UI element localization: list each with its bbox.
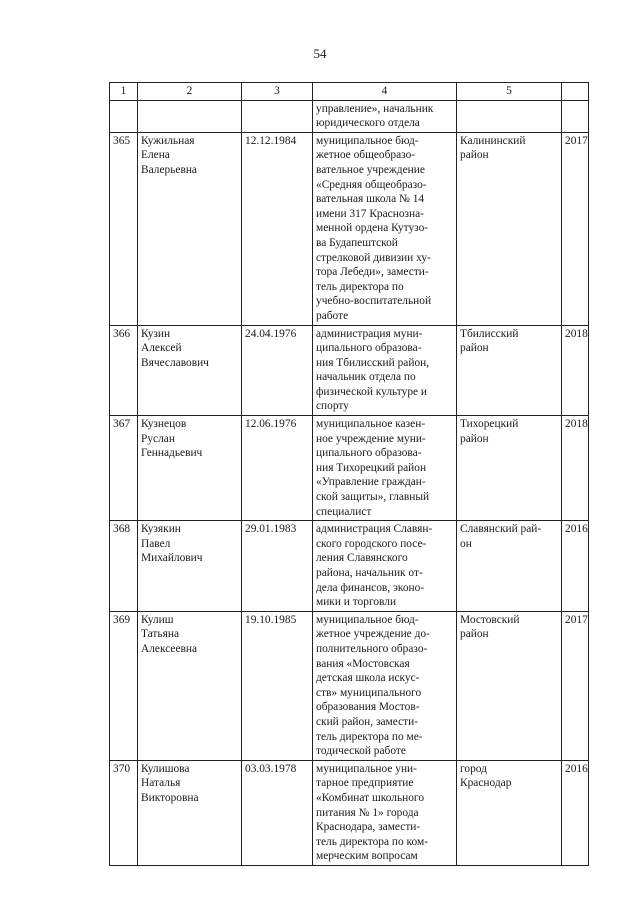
- person-name: Кузякин Павел Михайлович: [138, 521, 242, 612]
- birth-date: [242, 100, 313, 132]
- column-number-row: [110, 83, 589, 101]
- page-number: 54: [313, 46, 327, 61]
- column-header-1: 1: [110, 83, 138, 101]
- district: Славянский рай- он: [457, 521, 562, 612]
- workplace-position: муниципальное бюд- жетное учреждение до- полнительного образо- вания «Мостовская детская школа искус- ств» муниципального образования Мостов- ский район, замести- тель директора по ме- тодической работе: [313, 611, 457, 760]
- workplace-position: муниципальное уни- тарное предприятие «Комбинат школьного питания № 1» города Краснодара, замести- тель директора по ком- мерческим вопросам: [313, 760, 457, 865]
- year: 2016: [562, 760, 589, 865]
- workplace-position: муниципальное казен- ное учреждение муни- ципального образова- ния Тихорецкий район «Управление граждан- ской защиты», главный специалист: [313, 416, 457, 521]
- person-name: Кужильная Елена Валерьевна: [138, 132, 242, 325]
- column-header-6: [562, 83, 589, 101]
- column-header-2: 2: [138, 83, 242, 101]
- person-name: Кулишова Наталья Викторовна: [138, 760, 242, 865]
- birth-date: 12.12.1984: [242, 132, 313, 325]
- district: [457, 100, 562, 132]
- column-header-5: 5: [457, 83, 562, 101]
- row-number: 369: [110, 611, 138, 760]
- column-header-4: 4: [313, 83, 457, 101]
- birth-date: 24.04.1976: [242, 325, 313, 416]
- birth-date: 03.03.1978: [242, 760, 313, 865]
- birth-date: 19.10.1985: [242, 611, 313, 760]
- district: Мостовский район: [457, 611, 562, 760]
- person-name: Кузин Алексей Вячеславович: [138, 325, 242, 416]
- district: город Краснодар: [457, 760, 562, 865]
- table-row: [110, 325, 589, 416]
- birth-date: 29.01.1983: [242, 521, 313, 612]
- row-number: 367: [110, 416, 138, 521]
- row-number: 370: [110, 760, 138, 865]
- district: Тбилисский район: [457, 325, 562, 416]
- table-row: [110, 760, 589, 865]
- table-row: [110, 521, 589, 612]
- table-row: [110, 100, 589, 132]
- column-header-3: 3: [242, 83, 313, 101]
- person-name: Кузнецов Руслан Геннадьевич: [138, 416, 242, 521]
- person-name: [138, 100, 242, 132]
- year: [562, 100, 589, 132]
- year: 2017: [562, 611, 589, 760]
- year: 2016: [562, 521, 589, 612]
- row-number: 368: [110, 521, 138, 612]
- table-row: [110, 132, 589, 325]
- year: 2017: [562, 132, 589, 325]
- workplace-position: управление», начальник юридического отдела: [313, 100, 457, 132]
- row-number: 365: [110, 132, 138, 325]
- row-number: [110, 100, 138, 132]
- workplace-position: администрация муни- ципального образова- ния Тбилисский район, начальник отдела по физической культуре и спорту: [313, 325, 457, 416]
- year: 2018: [562, 325, 589, 416]
- table-row: [110, 416, 589, 521]
- district: Тихорецкий район: [457, 416, 562, 521]
- person-name: Кулиш Татьяна Алексеевна: [138, 611, 242, 760]
- workplace-position: муниципальное бюд- жетное общеобразо- вательное учреждение «Средняя общеобразо- вательная школа № 14 имени 317 Краснозна- менной ордена Кутузо- ва Будапештской стрелковой дивизии ху- тора Лебеди», замести- тель директора по учебно-воспитательной работе: [313, 132, 457, 325]
- workplace-position: администрация Славян- ского городского посе- ления Славянского района, начальник от- дела финансов, эконо- мики и торговли: [313, 521, 457, 612]
- year: 2018: [562, 416, 589, 521]
- district: Калининский район: [457, 132, 562, 325]
- personnel-registry-table: [109, 82, 589, 866]
- birth-date: 12.06.1976: [242, 416, 313, 521]
- table-row: [110, 611, 589, 760]
- row-number: 366: [110, 325, 138, 416]
